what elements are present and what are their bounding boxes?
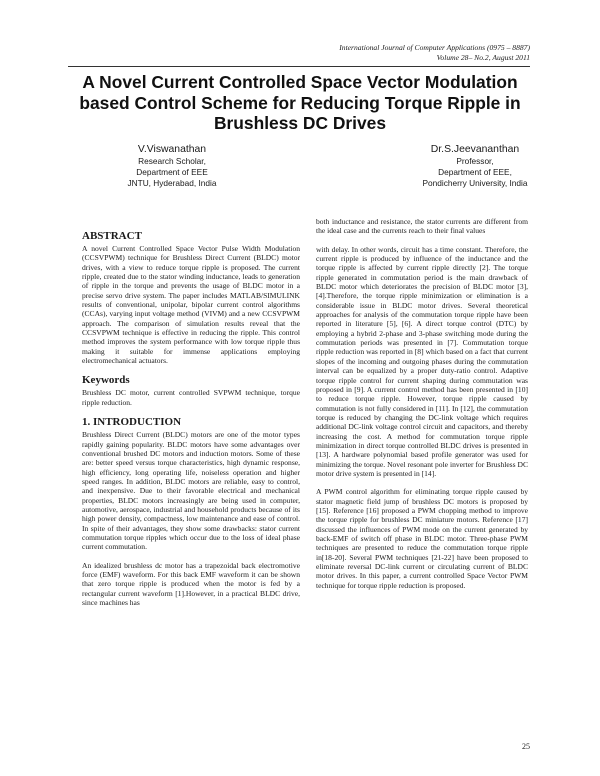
abstract-text: A novel Current Controlled Space Vector Pulse Width Modulation (CCSVPWM) technique for Brushless Direct Current (BLDC) motor drives, with a view to reduce torque ripple is proposed. The current ripple, created due to the stator winding inductance, leads to generation of ripple in the torque and prevents the usage of BLDC motor in a precise servo drive system. The paper includes MATLAB/SIMULINK results of conventional, unipolar, bipolar current control algorithms (CCAs), varying input voltage method (VIVM) and a new CCSVPWM approach. The comparison of simulation results reveal that the CCSVPWM technique is effective in reducing the ripple. This control method improves the system performance with low torque ripple thus making it suitable for immense applications employing electromechanical actuators. <box>82 244 300 366</box>
keywords-text: Brushless DC motor, current controlled SVPWM technique, torque ripple reduction. <box>82 388 300 407</box>
introduction-paragraph-1: Brushless Direct Current (BLDC) motors are one of the motor types rapidly gaining popularity. BLDC motors have some advantages over conventional brushed DC motors and induction motors. Some of these are: better speed versus torque characteristics, high dynamic response, high efficiency, long operating life, noiseless operation and higher speed ranges. In addition, BLDC motors are reliable, easy to control, and inexpensive. Due to their favorable electrical and mechanical properties, BLDC motors increasingly are being used in computer, automotive, aerospace, industrial and household products because of its high power density, compactness, low maintenance and ease of control. In spite of their advantages, they show some drawbacks: stator current commutation torque ripples which occur due to the loss of ideal phase current commutation. <box>82 430 300 552</box>
right-paragraph-2: A PWM control algorithm for eliminating torque ripple caused by stator magnetic field jump of brushless DC motors is proposed by [15]. Reference [16] proposed a PWM chopping method to improve the torque ripple for brushless DC miniature motors. Reference [17] discussed the influences of PWM mode on the current generated by back-EMF of switch off phase in BLDC motor. Three-phase PWM techniques are presented to reduce the commutation torque ripple in[18-20]. Several PWM techniques [21-22] have been proposed to eliminate reversal DC-link current or circulating current of BLDC motor drives. In this paper, a current controlled Space Vector PWM technique for torque ripple reduction is proposed. <box>316 487 528 590</box>
keywords-heading: Keywords <box>82 374 130 387</box>
author-2-name: Dr.S.Jeevananthan <box>430 144 520 155</box>
journal-name: International Journal of Computer Applications (0975 – 8887) <box>339 43 530 52</box>
left-column <box>82 230 300 607</box>
author-2-role: Professor, <box>456 156 494 166</box>
author-2-dept: Department of EEE, <box>438 167 512 178</box>
author-1 <box>57 143 287 190</box>
header-rule <box>68 66 530 67</box>
introduction-heading: 1. INTRODUCTION <box>82 416 182 429</box>
right-column <box>316 217 528 590</box>
introduction-paragraph-2: An idealized brushless dc motor has a trapezoidal back electromotive force (EMF) waveform. For this back EMF waveform it can be shown that zero torque ripple is produced when the motor is fed by a rectangular current waveform [1].However, in a practical BLDC drive, since machines has <box>82 560 300 607</box>
author-1-inst: JNTU, Hyderabad, India <box>127 178 217 189</box>
journal-volume: Volume 28– No.2, August 2011 <box>436 53 530 62</box>
author-2 <box>360 143 590 190</box>
right-paragraph-1: with delay. In other words, circuit has a time constant. Therefore, the current ripple is produced by influence of the inductance and the torque ripple is affected by current ripple directly [2]. The torque ripple generated in commutation period is the main drawback of BLDC motor which deteriorates the precision of BLDC motor [3], [4].Therefore, the torque ripple minimization or elimination is a considerable issue in BLDC motor drives. Several theoretical approaches for analysis of the commutation torque ripple have been reported in literature [5], [6]. A direct torque control (DTC) by employing a hybrid 2-phase and 3-phase switching mode during the commutation periods was presented in [7]. Commutation torque ripple reduction was reported in [8] which based on a fact that current slopes of the incoming and outgoing phases during the commutation interval can be equalized by a proper duty-ratio control. Adaptive torque ripple control for current shaping during commutation was proposed in [9]. A current control method has been presented in [10] to reduce torque ripple. However, torque ripple caused by commutation is not fully considered in [11]. In [12], the commutation torque is reduced by changing the DC-link voltage which requires additional DC-link voltage control circuit and capacitors, and thereby increasing the cost. A method for commutation torque ripple minimization in direct torque controlled BLDC drives is presented in [13]. A hardware polynomial based profile generator was used for minimizing the torque. Novel resonant pole inverter for Brushless DC motor drive system is presented in [14]. <box>316 244 528 478</box>
paper-title: A Novel Current Controlled Space Vector Modulation based Control Scheme for Reducing Torque Ripple in Brushless DC Drives <box>79 72 521 133</box>
journal-header <box>339 43 530 63</box>
author-1-dept: Department of EEE <box>136 167 208 178</box>
page-number: 25 <box>522 742 530 751</box>
abstract-heading: ABSTRACT <box>82 230 142 242</box>
author-1-role: Research Scholar, <box>138 156 206 166</box>
right-paragraph-0: both inductance and resistance, the stator currents are different from the ideal case and the currents reach to their final values <box>316 217 528 236</box>
author-1-name: V.Viswanathan <box>137 144 207 155</box>
author-2-inst: Pondicherry University, India <box>422 178 528 189</box>
